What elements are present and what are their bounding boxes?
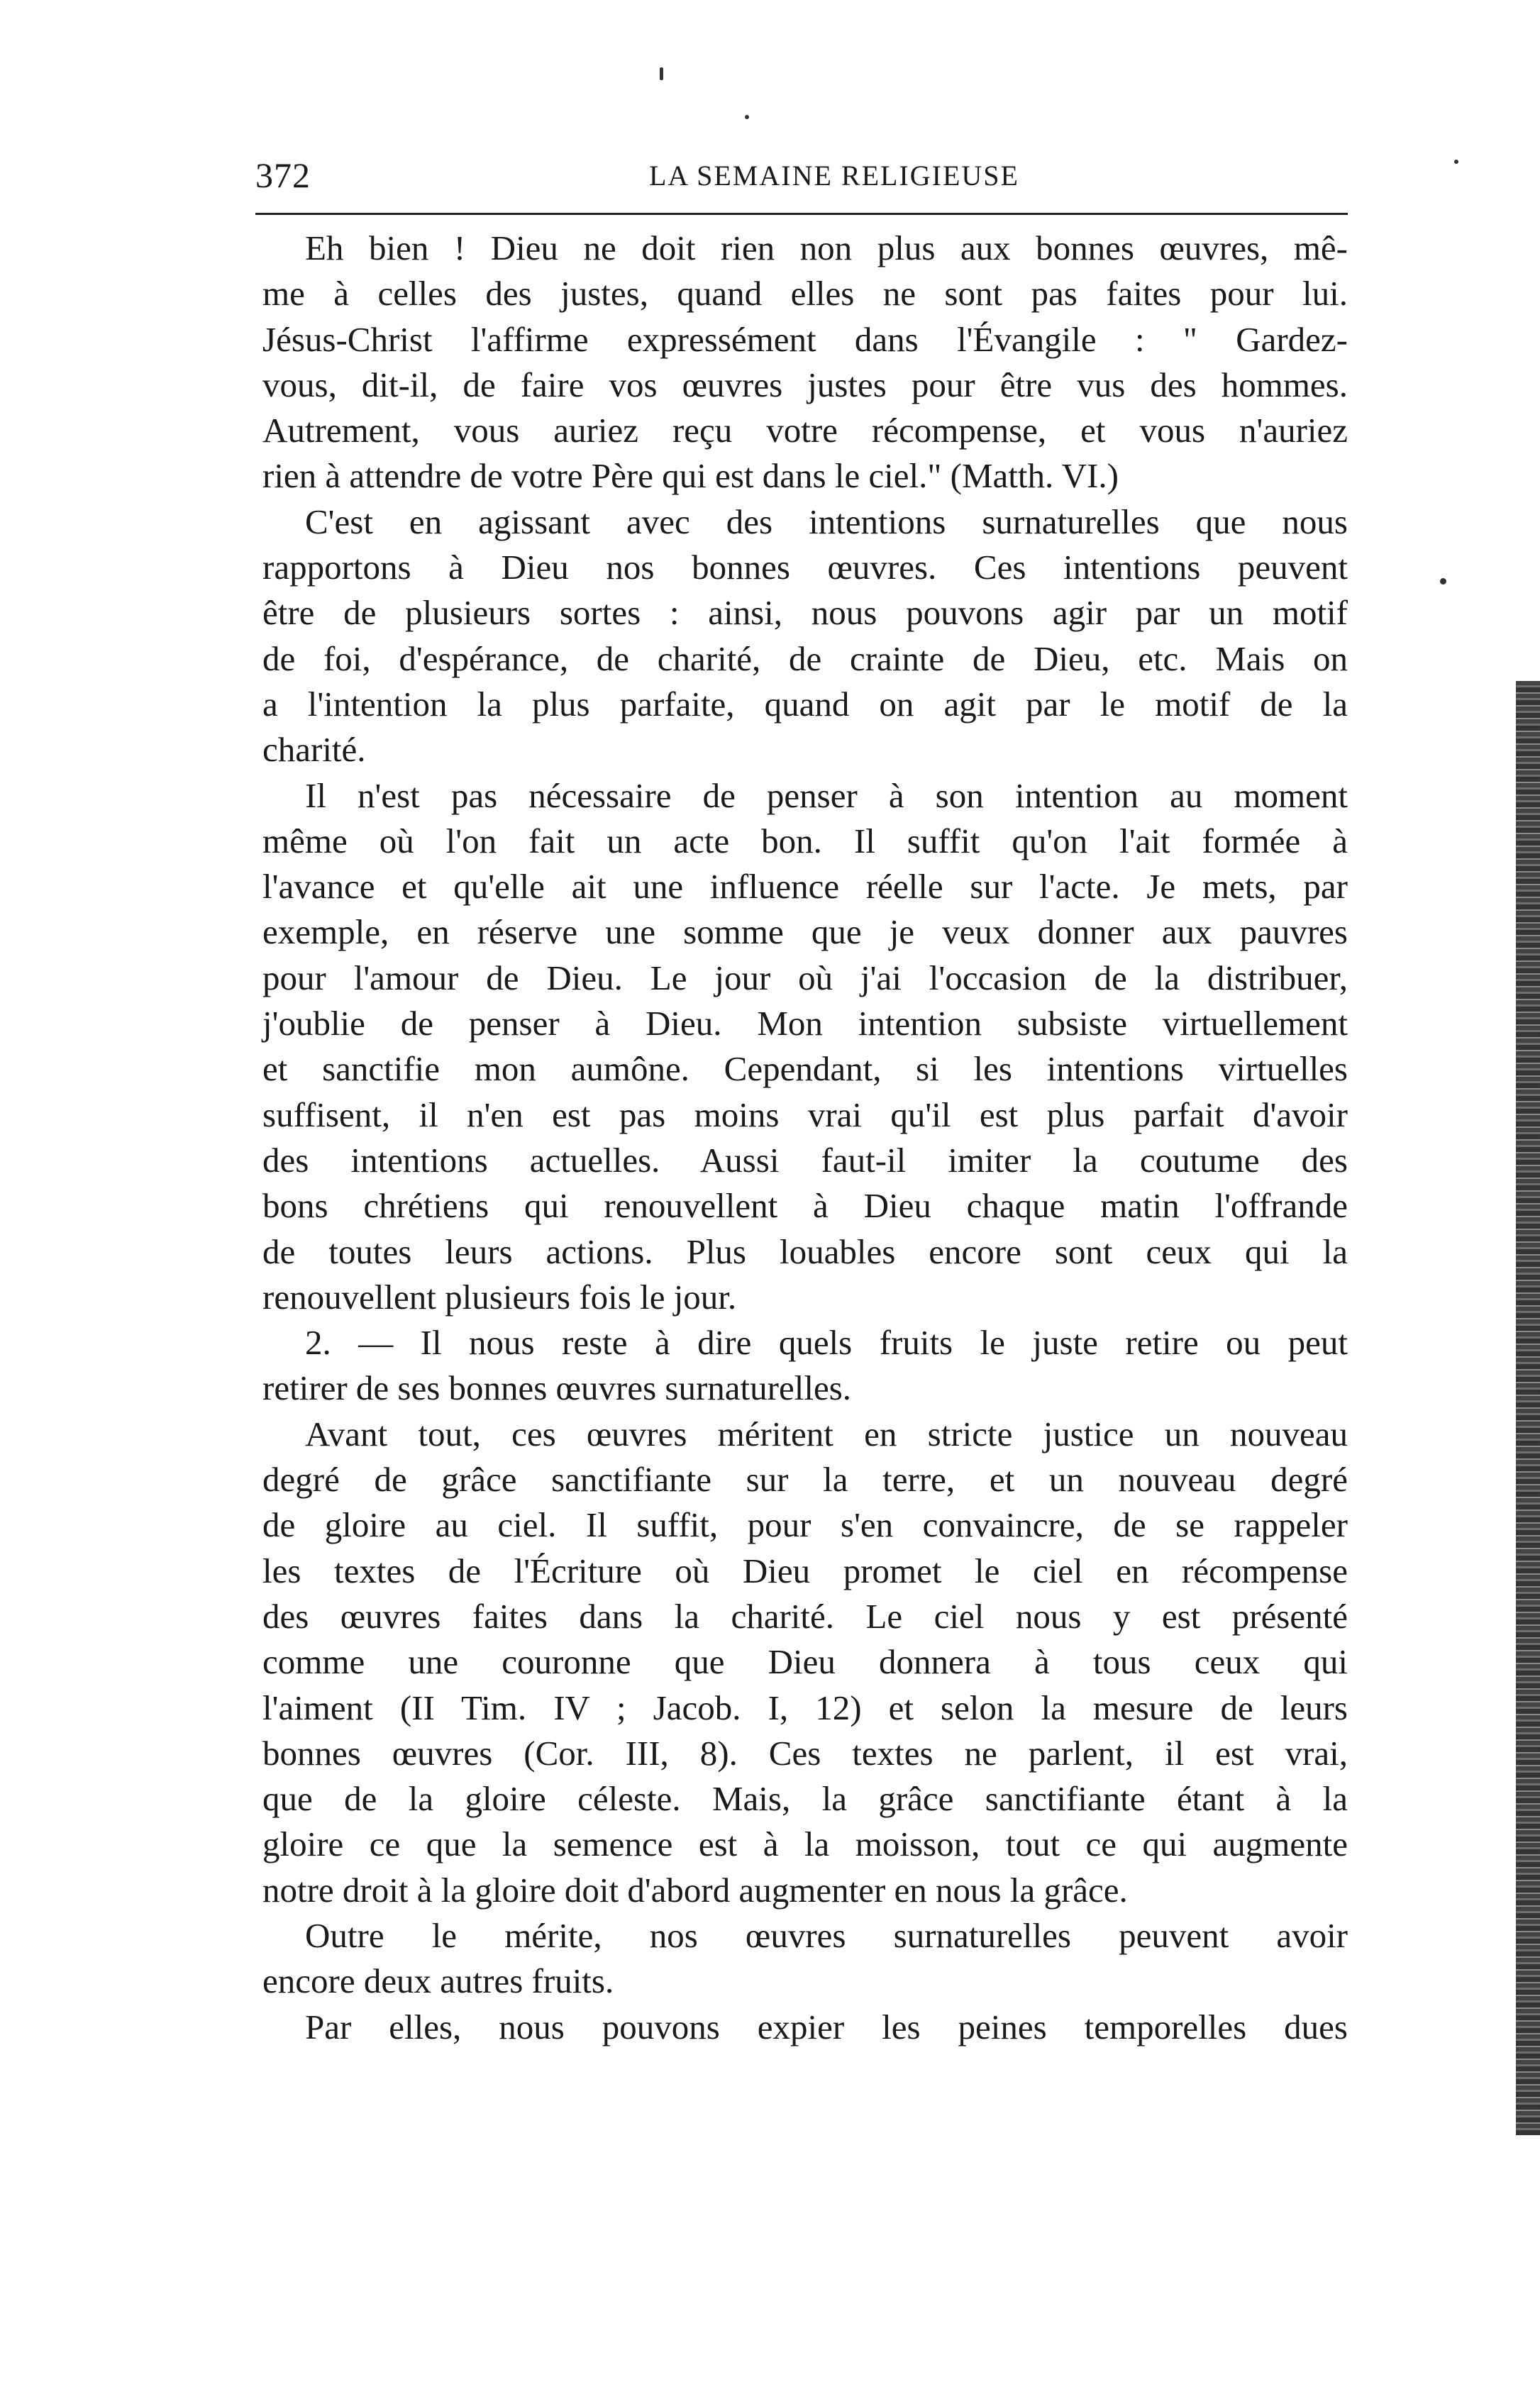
text-line: gloire ce que la semence est à la moisson, tout ce qui augmente [262,1824,1348,1864]
text-line: j'oublie de penser à Dieu. Mon intention subsiste virtuellement [262,1004,1348,1043]
text-line: Avant tout, ces œuvres méritent en stricte justice un nouveau [305,1414,1348,1453]
text-line: rien à attendre de votre Père qui est dans le ciel." (Matth. VI.) [262,456,1119,496]
text-line: exemple, en réserve une somme que je veux donner aux pauvres [262,912,1348,952]
text-line: bons chrétiens qui renouvellent à Dieu chaque matin l'offrande [262,1186,1348,1226]
scan-speck [660,67,663,80]
text-line: même où l'on fait un acte bon. Il suffit qu'on l'ait formée à [262,821,1348,860]
text-line: Par elles, nous pouvons expier les peines temporelles dues [305,2007,1348,2047]
text-line: Outre le mérite, nos œuvres surnaturelles peuvent avoir [305,1915,1348,1955]
text-line: l'aiment (II Tim. IV ; Jacob. I, 12) et selon la mesure de leurs [262,1688,1348,1727]
text-line: notre droit à la gloire doit d'abord augmenter en nous la grâce. [262,1870,1128,1910]
text-line: degré de grâce sanctifiante sur la terre, et un nouveau degré [262,1460,1348,1500]
text-line: 2. — Il nous reste à dire quels fruits le juste retire ou peut [305,1323,1348,1363]
text-line: me à celles des justes, quand elles ne sont pas faites pour lui. [262,274,1348,314]
text-line: des œuvres faites dans la charité. Le ciel nous y est présenté [262,1596,1348,1636]
header-rule [255,213,1348,215]
text-line: Jésus-Christ l'affirme expressément dans l'Évangile : " Gardez- [262,319,1348,359]
text-line: pour l'amour de Dieu. Le jour où j'ai l'occasion de la distribuer, [262,958,1348,997]
text-line: comme une couronne que Dieu donnera à tous ceux qui [262,1642,1348,1682]
text-line: et sanctifie mon aumône. Cependant, si les intentions virtuelles [262,1049,1348,1089]
body-text [262,226,1348,2050]
text-line: C'est en agissant avec des intentions surnaturelles que nous [305,502,1348,541]
text-line: renouvellent plusieurs fois le jour. [262,1277,737,1317]
page-number: 372 [255,155,311,195]
text-line: Autrement, vous auriez reçu votre récompense, et vous n'auriez [262,411,1348,450]
text-line: des intentions actuelles. Aussi faut-il imiter la coutume des [262,1140,1348,1180]
text-line: retirer de ses bonnes œuvres surnaturelles. [262,1368,852,1408]
running-title: LA SEMAINE RELIGIEUSE [649,160,1019,192]
text-line: charité. [262,730,366,770]
text-line: rapportons à Dieu nos bonnes œuvres. Ces intentions peuvent [262,548,1348,587]
text-line: encore deux autres fruits. [262,1961,614,2001]
text-line: que de la gloire céleste. Mais, la grâce sanctifiante étant à la [262,1779,1348,1819]
text-line: de toutes leurs actions. Plus louables encore sont ceux qui la [262,1231,1348,1271]
scan-speck [1454,160,1458,164]
text-line: Eh bien ! Dieu ne doit rien non plus aux bonnes œuvres, mê- [305,228,1348,267]
text-line: être de plusieurs sortes : ainsi, nous pouvons agir par un motif [262,593,1348,633]
text-line: suffisent, il n'en est pas moins vrai qu'il est plus parfait d'avoir [262,1095,1348,1134]
page-header [255,155,1348,204]
text-line: Il n'est pas nécessaire de penser à son intention au moment [305,775,1348,815]
text-line: de foi, d'espérance, de charité, de crainte de Dieu, etc. Mais on [262,638,1348,678]
scan-speck [1440,578,1446,585]
text-line: vous, dit-il, de faire vos œuvres justes pour être vus des hommes. [262,365,1348,404]
text-line: bonnes œuvres (Cor. III, 8). Ces textes ne parlent, il est vrai, [262,1733,1348,1773]
text-line: l'avance et qu'elle ait une influence réelle sur l'acte. Je mets, par [262,867,1348,907]
scan-speck [745,115,749,119]
text-line: a l'intention la plus parfaite, quand on agit par le motif de la [262,684,1348,724]
text-line: de gloire au ciel. Il suffit, pour s'en convaincre, de se rappeler [262,1505,1348,1545]
scan-edge-shadow [1516,681,1540,2135]
text-line: les textes de l'Écriture où Dieu promet le ciel en récompense [262,1551,1348,1590]
